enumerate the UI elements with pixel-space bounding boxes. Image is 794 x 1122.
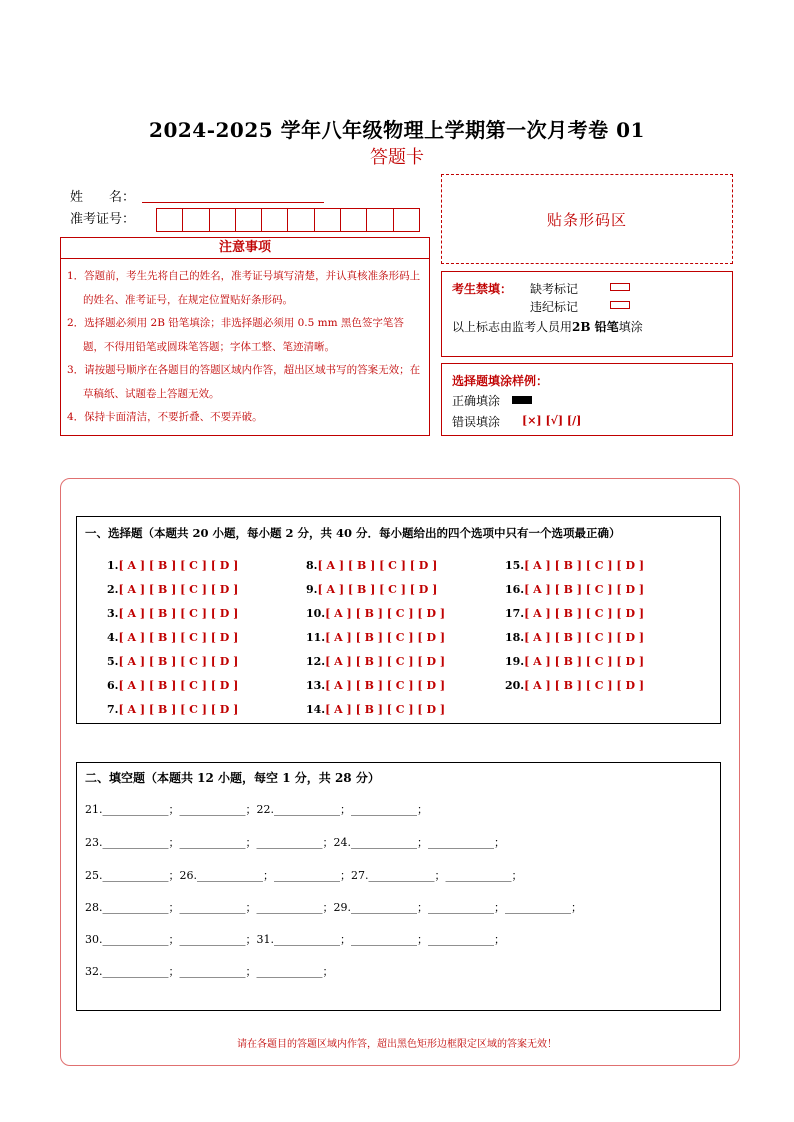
choice-options[interactable]: [ A ] [ B ] [ C ] [ D ] — [325, 655, 446, 668]
question-number: 18. — [505, 631, 525, 644]
choice-question[interactable] — [306, 679, 445, 692]
notice-item: 3．请按题号顺序在各题目的答题区域内作答，超出区域书写的答案无效；在草稿纸、试题卷上答题无效。 — [67, 364, 421, 400]
choice-options[interactable]: [ A ] [ B ] [ C ] [ D ] — [118, 607, 239, 620]
exam-id-boxes[interactable] — [156, 208, 420, 232]
blank-row[interactable]: 28.____________；____________；____________；29.____________；____________；____________； — [85, 901, 582, 914]
question-number: 13. — [306, 679, 326, 692]
notice-item: 4．保持卡面清洁，不要折叠、不要弄破。 — [67, 411, 263, 423]
question-number: 16. — [505, 583, 525, 596]
choice-question[interactable] — [505, 631, 644, 644]
choice-question[interactable] — [107, 655, 238, 668]
correct-fill-mark — [512, 396, 532, 404]
question-number: 1. — [107, 559, 119, 572]
notice-item: 2．选择题必须用 2B 铅笔填涂；非选择题必须用 0.5 mm 黑色签字笔答题，不得用铅笔或圆珠笔答题；字体工整、笔迹清晰。 — [67, 317, 404, 353]
violation-mark-box — [610, 301, 630, 309]
choice-question[interactable] — [505, 583, 644, 596]
forbidden-note-suffix: 填涂 — [618, 320, 643, 334]
id-digit-box[interactable] — [157, 209, 183, 231]
exam-id-label: 准考证号： — [70, 212, 136, 227]
choice-question[interactable] — [107, 583, 238, 596]
fill-sample-title: 选择题填涂样例： — [452, 374, 549, 388]
choice-options[interactable]: [ A ] [ B ] [ C ] [ D ] — [524, 631, 645, 644]
barcode-label: 贴条形码区 — [546, 210, 627, 229]
id-digit-box[interactable] — [341, 209, 367, 231]
choice-question[interactable] — [306, 559, 437, 572]
fill-blank-section-title: 二、填空题（本题共 12 小题，每空 1 分，共 28 分） — [85, 771, 380, 785]
choice-question[interactable] — [107, 607, 238, 620]
choice-section — [76, 516, 721, 724]
notice-item: 1．答题前，考生先将自己的姓名，准考证号填写清楚，并认真核准条形码上的姓名、准考证号，在规定位置贴好条形码。 — [67, 270, 421, 306]
forbidden-note-bold: 2B 铅笔 — [572, 320, 619, 334]
choice-question[interactable] — [306, 655, 445, 668]
choice-options[interactable]: [ A ] [ B ] [ C ] [ D ] — [325, 607, 446, 620]
choice-question[interactable] — [505, 655, 644, 668]
wrong-fill-label: 错误填涂 — [452, 415, 501, 429]
choice-question[interactable] — [306, 703, 445, 716]
choice-question[interactable] — [107, 703, 238, 716]
absent-label: 缺考标记 — [530, 282, 579, 296]
choice-question[interactable] — [505, 679, 644, 692]
forbidden-note-prefix: 以上标志由监考人员用 — [452, 320, 573, 334]
fill-blank-section — [76, 762, 721, 1011]
question-number: 12. — [306, 655, 326, 668]
choice-question[interactable] — [306, 583, 437, 596]
fill-sample-box — [441, 363, 733, 436]
choice-options[interactable]: [ A ] [ B ] [ C ] [ D ] — [524, 655, 645, 668]
choice-options[interactable]: [ A ] [ B ] [ C ] [ D ] — [524, 679, 645, 692]
choice-options[interactable]: [ A ] [ B ] [ C ] [ D ] — [325, 631, 446, 644]
choice-question[interactable] — [505, 607, 644, 620]
question-number: 20. — [505, 679, 525, 692]
question-number: 5. — [107, 655, 119, 668]
footer-warning: 请在各题目的答题区域内作答，超出黑色矩形边框限定区域的答案无效！ — [237, 1039, 557, 1050]
choice-question[interactable] — [505, 559, 644, 572]
barcode-area — [441, 174, 733, 264]
id-digit-box[interactable] — [394, 209, 419, 231]
forbidden-note — [452, 318, 643, 335]
choice-question[interactable] — [107, 631, 238, 644]
question-number: 4. — [107, 631, 119, 644]
question-number: 9. — [306, 583, 318, 596]
id-digit-box[interactable] — [210, 209, 236, 231]
choice-options[interactable]: [ A ] [ B ] [ C ] [ D ] — [524, 607, 645, 620]
name-label: 姓 名： — [70, 190, 136, 205]
choice-options[interactable]: [ A ] [ B ] [ C ] [ D ] — [118, 559, 239, 572]
question-number: 19. — [505, 655, 525, 668]
choice-options[interactable]: [ A ] [ B ] [ C ] [ D ] — [524, 583, 645, 596]
choice-question[interactable] — [107, 559, 238, 572]
choice-options[interactable]: [ A ] [ B ] [ C ] [ D ] — [118, 655, 239, 668]
name-field[interactable] — [142, 202, 324, 203]
choice-options[interactable]: [ A ] [ B ] [ C ] [ D ] — [325, 679, 446, 692]
id-digit-box[interactable] — [315, 209, 341, 231]
notice-body — [60, 259, 430, 436]
question-number: 3. — [107, 607, 119, 620]
id-digit-box[interactable] — [288, 209, 314, 231]
exam-title: 2024-2025 学年八年级物理上学期第一次月考卷 01 — [149, 118, 645, 142]
examinee-forbidden-box — [441, 271, 733, 357]
blank-row[interactable]: 30.____________；____________；31.____________；____________；____________； — [85, 933, 505, 946]
choice-question[interactable] — [306, 631, 445, 644]
choice-options[interactable]: [ A ] [ B ] [ C ] [ D ] — [524, 559, 645, 572]
id-digit-box[interactable] — [183, 209, 209, 231]
choice-options[interactable]: [ A ] [ B ] [ C ] [ D ] — [317, 559, 438, 572]
blank-row[interactable]: 21.____________；____________；22.____________；____________； — [85, 803, 428, 816]
blank-row[interactable]: 32.____________；____________；____________； — [85, 965, 334, 978]
choice-options[interactable]: [ A ] [ B ] [ C ] [ D ] — [118, 631, 239, 644]
question-number: 6. — [107, 679, 119, 692]
choice-options[interactable]: [ A ] [ B ] [ C ] [ D ] — [325, 703, 446, 716]
question-number: 17. — [505, 607, 525, 620]
choice-question[interactable] — [306, 607, 445, 620]
blank-row[interactable]: 23.____________；____________；____________；24.____________；____________； — [85, 836, 505, 849]
id-digit-box[interactable] — [236, 209, 262, 231]
choice-options[interactable]: [ A ] [ B ] [ C ] [ D ] — [118, 703, 239, 716]
answer-sheet-subtitle: 答题卡 — [370, 147, 424, 168]
violation-label: 违纪标记 — [530, 300, 579, 314]
question-number: 10. — [306, 607, 326, 620]
question-number: 2. — [107, 583, 119, 596]
question-number: 8. — [306, 559, 318, 572]
choice-section-title: 一、选择题（本题共 20 小题，每小题 2 分，共 40 分．每小题给出的四个选项中只有一个选项最正确） — [85, 526, 621, 540]
notice-title: 注意事项 — [60, 237, 430, 259]
choice-question[interactable] — [107, 679, 238, 692]
wrong-fill-marks: [×] [√] [/] — [522, 414, 582, 427]
id-digit-box[interactable] — [367, 209, 393, 231]
blank-row[interactable]: 25.____________；26.____________；____________；27.____________；____________； — [85, 869, 523, 882]
choice-options[interactable]: [ A ] [ B ] [ C ] [ D ] — [317, 583, 438, 596]
choice-options[interactable]: [ A ] [ B ] [ C ] [ D ] — [118, 583, 239, 596]
correct-fill-label: 正确填涂 — [452, 394, 501, 408]
question-number: 11. — [306, 631, 326, 644]
forbidden-title: 考生禁填： — [452, 282, 513, 296]
question-number: 7. — [107, 703, 119, 716]
choice-options[interactable]: [ A ] [ B ] [ C ] [ D ] — [118, 679, 239, 692]
question-number: 15. — [505, 559, 525, 572]
question-number: 14. — [306, 703, 326, 716]
absent-mark-box — [610, 283, 630, 291]
id-digit-box[interactable] — [262, 209, 288, 231]
